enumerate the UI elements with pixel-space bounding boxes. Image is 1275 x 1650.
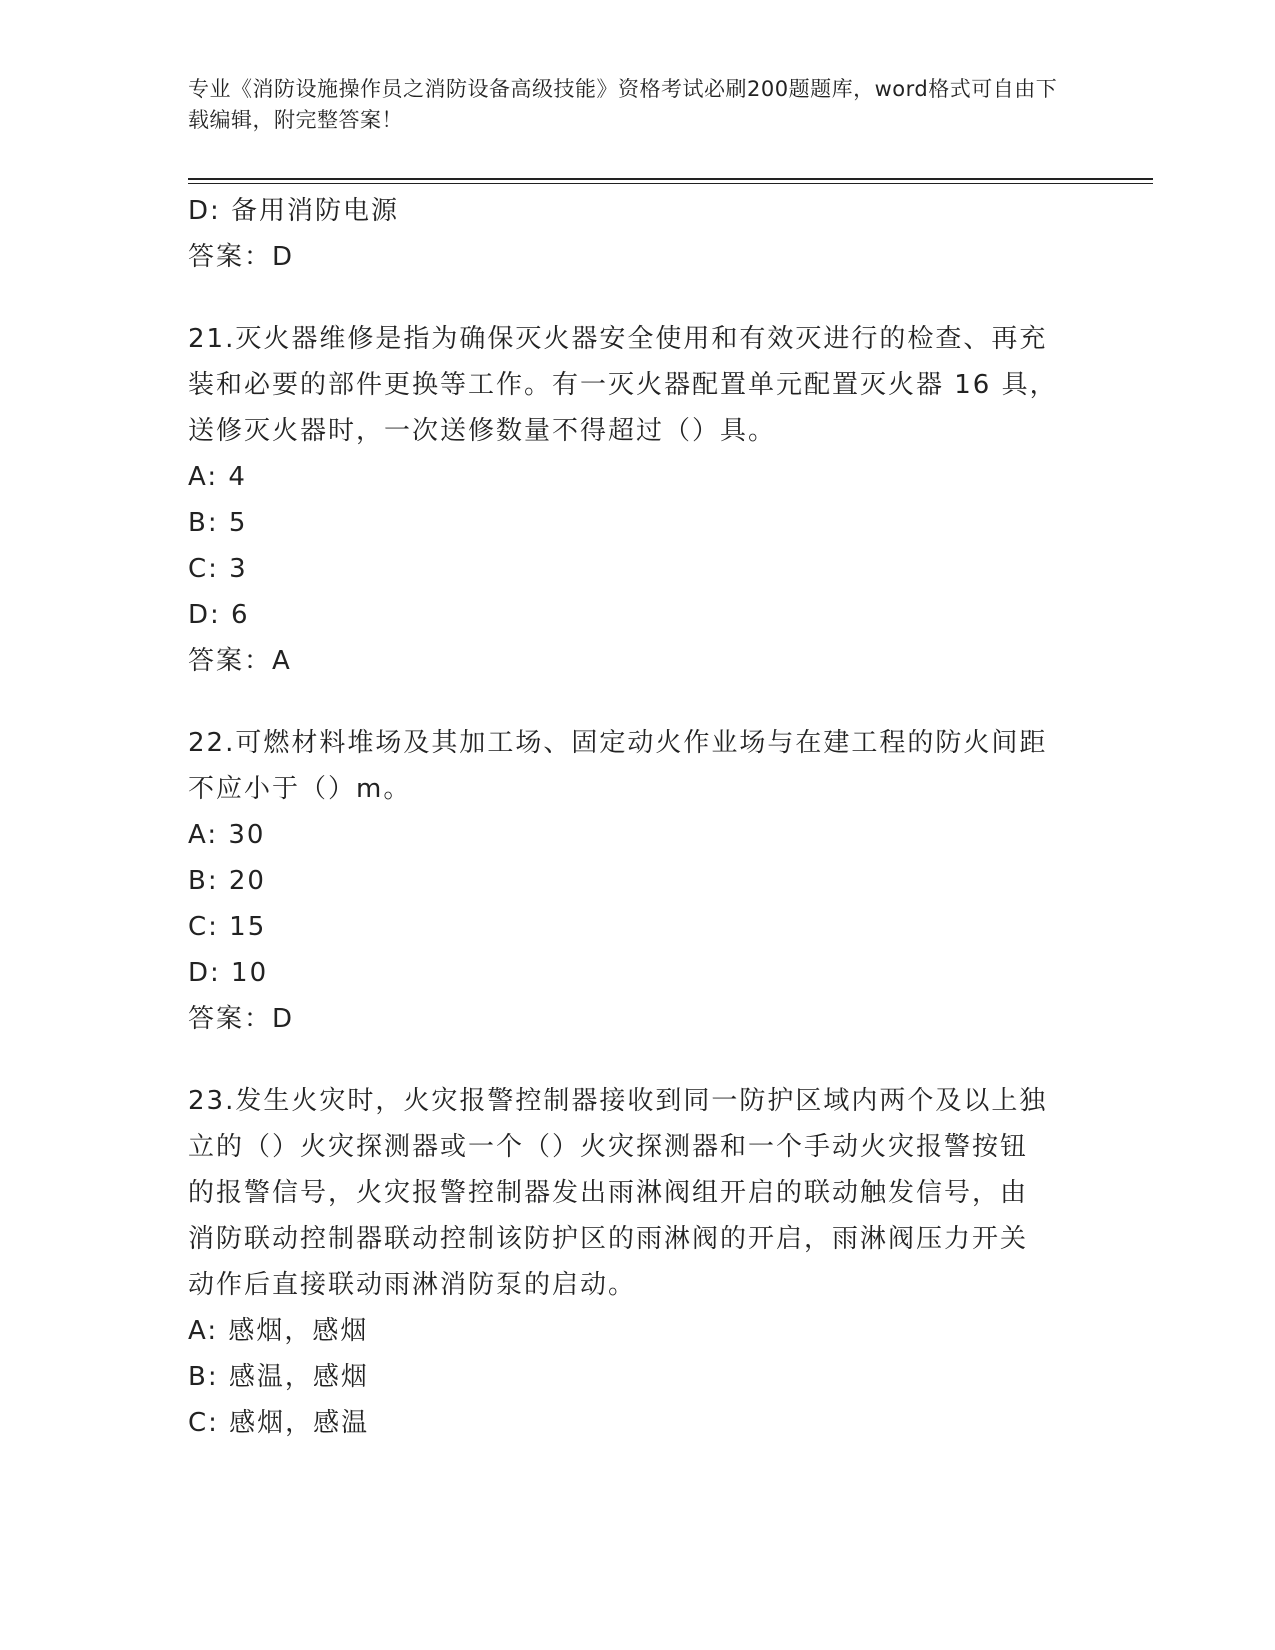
question-21: [188, 316, 1083, 684]
question-22-stem-line-2: 不应小于（）m。: [188, 774, 412, 804]
question-23-option-a: A: 感烟，感烟: [188, 1316, 369, 1346]
prev-option-d: D: 备用消防电源: [188, 196, 400, 226]
question-21-option-b: B: 5: [188, 508, 248, 538]
question-21-option-c: C: 3: [188, 554, 248, 584]
question-23-option-c: C: 感烟，感温: [188, 1408, 370, 1438]
prev-answer: 答案：D: [188, 242, 295, 272]
question-21-stem-line-3: 送修灭火器时，一次送修数量不得超过（）具。: [188, 416, 777, 446]
question-23-stem-line-1: 23.发生火灾时，火灾报警控制器接收到同一防护区域内两个及以上独: [188, 1086, 1048, 1116]
question-21-option-a: A: 4: [188, 462, 247, 492]
question-22-option-d: D: 10: [188, 958, 269, 988]
header-divider-thin: [188, 183, 1153, 184]
question-22-answer: 答案：D: [188, 1004, 295, 1034]
question-21-answer: 答案：A: [188, 646, 292, 676]
question-23-option-b: B: 感温，感烟: [188, 1362, 369, 1392]
header-title: 专业《消防设施操作员之消防设备高级技能》资格考试必刷200题题库，word格式可自由下载编辑，附完整答案！: [188, 77, 1058, 132]
question-21-stem-line-2: 装和必要的部件更换等工作。有一灭火器配置单元配置灭火器 16 具，: [188, 370, 1058, 400]
question-22-option-b: B: 20: [188, 866, 266, 896]
question-23: [188, 1078, 1083, 1446]
question-22-stem-line-1: 22.可燃材料堆场及其加工场、固定动火作业场与在建工程的防火间距: [188, 728, 1048, 758]
question-23-stem-line-5: 动作后直接联动雨淋消防泵的启动。: [188, 1270, 637, 1300]
header-divider-thick: [188, 178, 1153, 180]
question-21-option-d: D: 6: [188, 600, 250, 630]
question-content: [188, 188, 1083, 1446]
question-21-stem-line-1: 21.灭火器维修是指为确保灭火器安全使用和有效灭进行的检查、再充: [188, 324, 1048, 354]
question-22-option-c: C: 15: [188, 912, 267, 942]
question-22-option-a: A: 30: [188, 820, 266, 850]
question-22: [188, 720, 1083, 1042]
question-23-stem-line-3: 的报警信号，火灾报警控制器发出雨淋阀组开启的联动触发信号，由: [188, 1178, 1029, 1208]
question-23-stem-line-4: 消防联动控制器联动控制该防护区的雨淋阀的开启，雨淋阀压力开关: [188, 1224, 1029, 1254]
question-23-stem-line-2: 立的（）火灾探测器或一个（）火灾探测器和一个手动火灾报警按钮: [188, 1132, 1029, 1162]
page-header: [188, 74, 1068, 136]
